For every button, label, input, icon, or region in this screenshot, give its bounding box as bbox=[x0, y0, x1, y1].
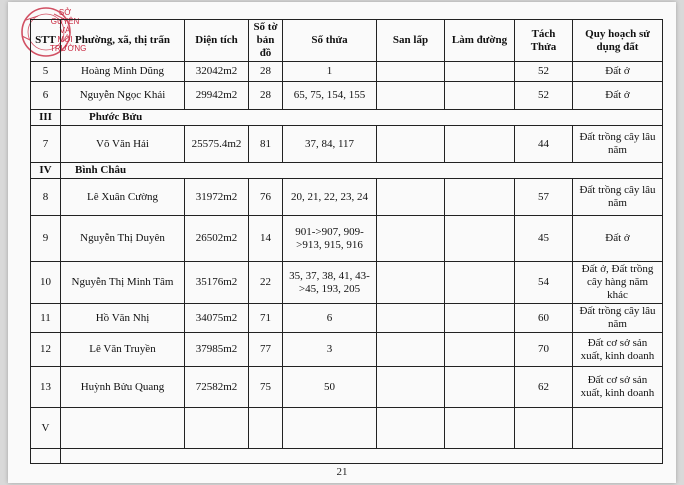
table-row bbox=[31, 304, 663, 333]
cell-planning: Đất trồng cây lâu năm bbox=[573, 179, 663, 216]
cell-stt: 6 bbox=[31, 82, 61, 110]
cell-area: 72582m2 bbox=[185, 367, 249, 408]
cell-area: 29942m2 bbox=[185, 82, 249, 110]
cell-leveling bbox=[377, 408, 445, 449]
land-parcel-table bbox=[30, 19, 663, 464]
cell-name: Lê Xuân Cường bbox=[61, 179, 185, 216]
cell-stt: V bbox=[31, 408, 61, 449]
cell-area: 25575.4m2 bbox=[185, 126, 249, 163]
cell-map: 75 bbox=[249, 367, 283, 408]
cell-planning bbox=[573, 408, 663, 449]
cell-parcels: 37, 84, 117 bbox=[283, 126, 377, 163]
cell-split: 54 bbox=[515, 262, 573, 304]
cell-stt: 12 bbox=[31, 333, 61, 367]
cell-parcels: 50 bbox=[283, 367, 377, 408]
cell-leveling bbox=[377, 304, 445, 333]
cell-parcels: 20, 21, 22, 23, 24 bbox=[283, 179, 377, 216]
section-title: Bình Châu bbox=[61, 163, 663, 179]
cell-road bbox=[445, 126, 515, 163]
cell-name: Võ Văn Hải bbox=[61, 126, 185, 163]
cell-map: 71 bbox=[249, 304, 283, 333]
cell-split bbox=[515, 408, 573, 449]
document-page bbox=[8, 2, 676, 483]
cell-leveling bbox=[377, 367, 445, 408]
cell-parcels: 3 bbox=[283, 333, 377, 367]
cell-name: Huỳnh Bửu Quang bbox=[61, 367, 185, 408]
table-row bbox=[31, 179, 663, 216]
header-road: Làm đường bbox=[445, 20, 515, 62]
cell-planning: Đất cơ sở sản xuất, kinh doanh bbox=[573, 367, 663, 408]
cell-area: 26502m2 bbox=[185, 216, 249, 262]
cell-split: 45 bbox=[515, 216, 573, 262]
cell-split: 60 bbox=[515, 304, 573, 333]
header-area: Diện tích bbox=[185, 20, 249, 62]
cell-stt: 8 bbox=[31, 179, 61, 216]
page-number: 21 bbox=[336, 466, 348, 478]
cell-leveling bbox=[377, 126, 445, 163]
cell-leveling bbox=[377, 216, 445, 262]
cell-leveling bbox=[377, 62, 445, 82]
header-planning: Quy hoạch sử dụng đất bbox=[573, 20, 663, 62]
stamp-lettering: SỞ GUYÊN VÀ MÔI TRƯỜNG bbox=[50, 8, 87, 53]
cell-map: 28 bbox=[249, 82, 283, 110]
header-map-no: Số tờ bản đồ bbox=[249, 20, 283, 62]
section-number bbox=[31, 449, 61, 464]
cell-map: 77 bbox=[249, 333, 283, 367]
cell-split: 70 bbox=[515, 333, 573, 367]
cell-name: Lê Văn Truyền bbox=[61, 333, 185, 367]
cell-area bbox=[185, 408, 249, 449]
table-row bbox=[31, 62, 663, 82]
header-stt: STT bbox=[31, 20, 61, 62]
table-row bbox=[31, 408, 663, 449]
cell-stt: 9 bbox=[31, 216, 61, 262]
cell-stt: 7 bbox=[31, 126, 61, 163]
cell-planning: Đất trồng cây lâu năm bbox=[573, 304, 663, 333]
table-row bbox=[31, 333, 663, 367]
header-split: Tách Thửa bbox=[515, 20, 573, 62]
section-number: III bbox=[31, 110, 61, 126]
cell-stt: 11 bbox=[31, 304, 61, 333]
cell-name: Hồ Văn Nhị bbox=[61, 304, 185, 333]
cell-parcels bbox=[283, 408, 377, 449]
header-parcel-no: Số thửa bbox=[283, 20, 377, 62]
cell-map: 14 bbox=[249, 216, 283, 262]
cell-stt: 13 bbox=[31, 367, 61, 408]
header-ward: Phường, xã, thị trấn bbox=[61, 20, 185, 62]
table-row bbox=[31, 262, 663, 304]
cell-planning: Đất ở bbox=[573, 82, 663, 110]
cell-leveling bbox=[377, 262, 445, 304]
table-row bbox=[31, 367, 663, 408]
cell-road bbox=[445, 333, 515, 367]
cell-split: 62 bbox=[515, 367, 573, 408]
cell-planning: Đất trồng cây lâu năm bbox=[573, 126, 663, 163]
cell-split: 57 bbox=[515, 179, 573, 216]
cell-road bbox=[445, 262, 515, 304]
cell-map: 76 bbox=[249, 179, 283, 216]
cell-leveling bbox=[377, 179, 445, 216]
section-row bbox=[31, 110, 663, 126]
cell-planning: Đất ở bbox=[573, 62, 663, 82]
table-header-row bbox=[31, 20, 663, 62]
cell-map: 28 bbox=[249, 62, 283, 82]
section-title: Phước Bửu bbox=[61, 110, 663, 126]
cell-name: Nguyễn Thị Minh Tâm bbox=[61, 262, 185, 304]
cell-road bbox=[445, 62, 515, 82]
cell-road bbox=[445, 304, 515, 333]
cell-map bbox=[249, 408, 283, 449]
cell-road bbox=[445, 408, 515, 449]
cell-parcels: 35, 37, 38, 41, 43->45, 193, 205 bbox=[283, 262, 377, 304]
cell-area: 35176m2 bbox=[185, 262, 249, 304]
cell-split: 52 bbox=[515, 62, 573, 82]
cell-parcels: 1 bbox=[283, 62, 377, 82]
table-row bbox=[31, 126, 663, 163]
cell-planning: Đất cơ sở sản xuất, kinh doanh bbox=[573, 333, 663, 367]
cell-road bbox=[445, 179, 515, 216]
cell-leveling bbox=[377, 333, 445, 367]
cell-road bbox=[445, 216, 515, 262]
cell-area: 37985m2 bbox=[185, 333, 249, 367]
section-row bbox=[31, 163, 663, 179]
cell-road bbox=[445, 82, 515, 110]
cell-split: 44 bbox=[515, 126, 573, 163]
section-row bbox=[31, 449, 663, 464]
header-leveling: San lấp bbox=[377, 20, 445, 62]
cell-parcels: 65, 75, 154, 155 bbox=[283, 82, 377, 110]
cell-name: Nguyễn Ngọc Khải bbox=[61, 82, 185, 110]
table-row bbox=[31, 82, 663, 110]
cell-stt: 10 bbox=[31, 262, 61, 304]
cell-road bbox=[445, 367, 515, 408]
cell-name: Nguyễn Thị Duyên bbox=[61, 216, 185, 262]
cell-planning: Đất ở bbox=[573, 216, 663, 262]
cell-name: Hoàng Minh Dũng bbox=[61, 62, 185, 82]
cell-map: 81 bbox=[249, 126, 283, 163]
cell-name bbox=[61, 408, 185, 449]
cell-stt: 5 bbox=[31, 62, 61, 82]
cell-area: 31972m2 bbox=[185, 179, 249, 216]
section-number: IV bbox=[31, 163, 61, 179]
cell-area: 32042m2 bbox=[185, 62, 249, 82]
cell-parcels: 901->907, 909->913, 915, 916 bbox=[283, 216, 377, 262]
cell-leveling bbox=[377, 82, 445, 110]
cell-planning: Đất ở, Đất trồng cây hàng năm khác bbox=[573, 262, 663, 304]
section-title bbox=[61, 449, 663, 464]
cell-area: 34075m2 bbox=[185, 304, 249, 333]
cell-parcels: 6 bbox=[283, 304, 377, 333]
cell-map: 22 bbox=[249, 262, 283, 304]
table-row bbox=[31, 216, 663, 262]
cell-split: 52 bbox=[515, 82, 573, 110]
